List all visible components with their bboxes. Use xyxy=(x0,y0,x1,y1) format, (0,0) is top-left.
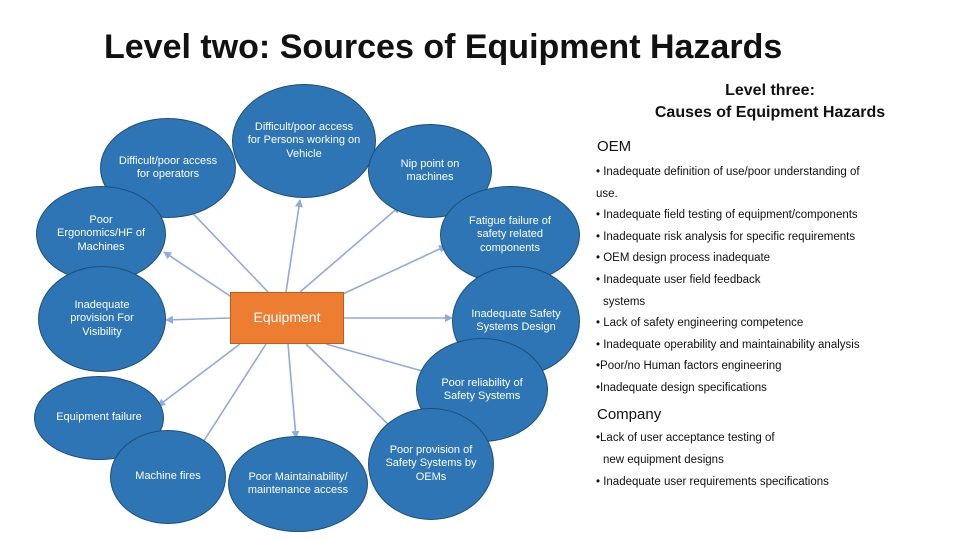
connector-arrow xyxy=(306,344,396,432)
page-title: Level two: Sources of Equipment Hazards xyxy=(104,28,783,66)
oem-cause-item: •Poor/no Human factors engineering xyxy=(596,360,782,372)
oem-cause-item: systems xyxy=(603,296,646,308)
node-access-operators: Difficult/poor access for operators xyxy=(100,118,236,218)
connector-arrow xyxy=(158,344,240,406)
node-safety-design: Inadequate Safety Systems Design xyxy=(452,266,580,376)
company-cause-item: new equipment designs xyxy=(603,454,724,466)
node-reliability: Poor reliability of Safety Systems xyxy=(416,338,548,442)
connector-arrow xyxy=(166,318,230,320)
connector-arrow xyxy=(330,246,446,300)
company-cause-item: •Lack of user acceptance testing of xyxy=(596,432,775,444)
level-three-heading-line1: Level three: xyxy=(725,82,815,99)
equipment-node: Equipment xyxy=(230,292,344,344)
connector-arrow xyxy=(182,202,268,292)
oem-cause-item: • Inadequate operability and maintainability analysis xyxy=(596,339,860,351)
connector-arrow xyxy=(198,344,266,450)
node-machine-fires: Machine fires xyxy=(110,430,226,524)
oem-heading: OEM xyxy=(597,138,632,155)
oem-cause-item: •Inadequate design specifications xyxy=(596,382,767,394)
oem-cause-item: • Inadequate user field feedback xyxy=(596,274,761,286)
node-oem-provision: Poor provision of Safety Systems by OEMs xyxy=(368,408,494,520)
company-heading: Company xyxy=(597,406,662,423)
level-three-heading-line2: Causes of Equipment Hazards xyxy=(654,104,886,121)
node-visibility: Inadequate provision For Visibility xyxy=(38,266,166,372)
connector-arrow xyxy=(288,344,296,438)
connector-arrow xyxy=(300,206,400,292)
oem-cause-item: • Inadequate definition of use/poor understanding of xyxy=(596,166,860,178)
node-access-persons: Difficult/poor access for Persons working on Vehicle xyxy=(232,84,376,198)
node-fatigue: Fatigue failure of safety related components xyxy=(440,186,580,284)
company-cause-item: • Inadequate user requirements specifications xyxy=(596,476,829,488)
oem-cause-item: • OEM design process inadequate xyxy=(596,252,771,264)
oem-cause-item: • Inadequate field testing of equipment/components xyxy=(596,209,858,221)
node-maintainability: Poor Maintainability/ maintenance access xyxy=(228,436,368,532)
oem-cause-item: use. xyxy=(596,188,618,200)
node-nip-point: Nip point on machines xyxy=(368,124,492,218)
node-equipment-failure: Equipment failure xyxy=(34,376,164,460)
connector-arrow xyxy=(286,200,300,292)
node-ergonomics: Poor Ergonomics/HF of Machines xyxy=(36,186,166,282)
oem-cause-item: • Lack of safety engineering competence xyxy=(596,317,804,329)
oem-cause-item: • Inadequate risk analysis for specific requirements xyxy=(596,231,856,243)
